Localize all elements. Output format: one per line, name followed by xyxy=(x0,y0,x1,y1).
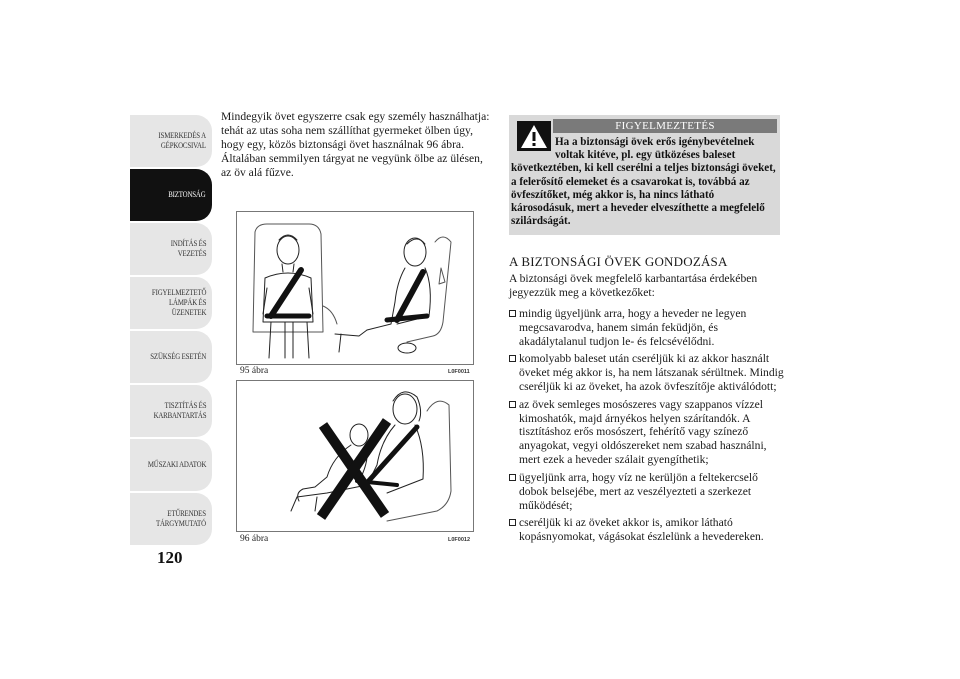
tab-label: ETŰRENDES TÁRGYMUTATÓ xyxy=(156,509,206,528)
child-on-lap-illustration xyxy=(237,381,473,531)
list-item: mindig ügyeljünk arra, hogy a heveder ne legyen megcsavarodva, hanem simán feküdjön, és akadálytalanul tudjon le- és felcsévélődni. xyxy=(509,307,784,349)
tab-targymutato[interactable] xyxy=(130,493,212,545)
figure-96-code: L0F0012 xyxy=(448,537,471,543)
tab-muszaki[interactable] xyxy=(130,439,212,491)
checkbox-bullet-icon xyxy=(509,355,516,362)
checkbox-bullet-icon xyxy=(509,310,516,317)
tab-label: ISMERKEDÉS A GÉPKOCSIVAL xyxy=(158,131,206,150)
tab-szukseg[interactable] xyxy=(130,331,212,383)
figure-95-caption: 95 ábra xyxy=(240,366,269,376)
section-intro: A biztonsági övek megfelelő karbantartása érdekében jegyezzük meg a következőket: xyxy=(509,272,758,299)
tab-label: MŰSZAKI ADATOK xyxy=(147,460,206,469)
figure-95 xyxy=(236,211,474,365)
tab-label: SZÜKSÉG ESETÉN xyxy=(150,352,206,361)
warning-rest: következtében, ki kell cserélni a teljes biztonsági öveket, a felerősítő elemeket és a csavarokat is, továbbá az övfeszítőket, még akkor is, ha nincs látható károsodásuk, mert a heveder elveszíthette a megfelelő szilárdságát. xyxy=(511,162,776,228)
tab-biztonsag[interactable] xyxy=(130,169,212,221)
tab-label: INDÍTÁS ÉS VEZETÉS xyxy=(170,239,206,258)
warning-text xyxy=(511,136,779,228)
figure-95-code: L0F0011 xyxy=(448,369,470,375)
tab-label: BIZTONSÁG xyxy=(168,190,206,199)
checkbox-bullet-icon xyxy=(509,401,516,408)
tab-tisztitas[interactable] xyxy=(130,385,212,437)
checkbox-bullet-icon xyxy=(509,519,516,526)
tab-ismerkedes[interactable] xyxy=(130,115,212,167)
checkbox-bullet-icon xyxy=(509,474,516,481)
list-item: komolyabb baleset után cseréljük ki az akkor használt öveket még akkor is, ha nem látszanak sérültnek. Mindig cseréljük ki az öveket, ha azok övfeszítője aktiválódott; xyxy=(509,352,784,394)
seatbelt-illustration-two-passengers xyxy=(237,212,473,364)
warning-lead: Ha a biztonsági övek erős igénybevételnek voltak kitéve, pl. egy ütközéses baleset xyxy=(555,136,755,162)
page-number: 120 xyxy=(157,548,183,567)
figure-96 xyxy=(236,380,474,532)
section-heading: A BIZTONSÁGI ÖVEK GONDOZÁSA xyxy=(509,254,728,269)
figure-96-caption: 96 ábra xyxy=(240,534,269,544)
list-item: ügyeljünk arra, hogy víz ne kerüljön a feltekercselő dobok belsejébe, mert az veszélyezteti a szerkezet működését; xyxy=(509,471,784,513)
tab-label: TISZTÍTÁS ÉS KARBANTARTÁS xyxy=(153,401,206,420)
tab-figyelmezteto[interactable] xyxy=(130,277,212,329)
tab-label: FIGYELMEZTETŐ LÁMPÁK ÉS ÜZENETEK xyxy=(151,288,206,317)
tab-inditas[interactable] xyxy=(130,223,212,275)
intro-paragraph: Mindegyik övet egyszerre csak egy személy használhatja: tehát az utas soha nem szállíthat gyermeket ölben úgy, hogy egy, közös biztonsági övet használnak 96 ábra. Általában semmilyen tárgyat ne vegyünk ölbe az ülésen, az öv alá fűzve. xyxy=(221,110,490,179)
care-list xyxy=(509,307,784,547)
list-item: az övek semleges mosószeres vagy szappanos vízzel kimoshatók, majd árnyékos helyen szárítandók. A tisztításhoz erős mosószert, fehérítő vagy színező anyagokat, vegyi oldószereket nem szabad használni, mert ezek a heveder szálait gyengíthetik; xyxy=(509,398,784,468)
list-item: cseréljük ki az öveket akkor is, amikor látható kopásnyomokat, vágásokat észlelünk a hevedereken. xyxy=(509,516,784,544)
warning-title: FIGYELMEZTETÉS xyxy=(553,119,777,133)
